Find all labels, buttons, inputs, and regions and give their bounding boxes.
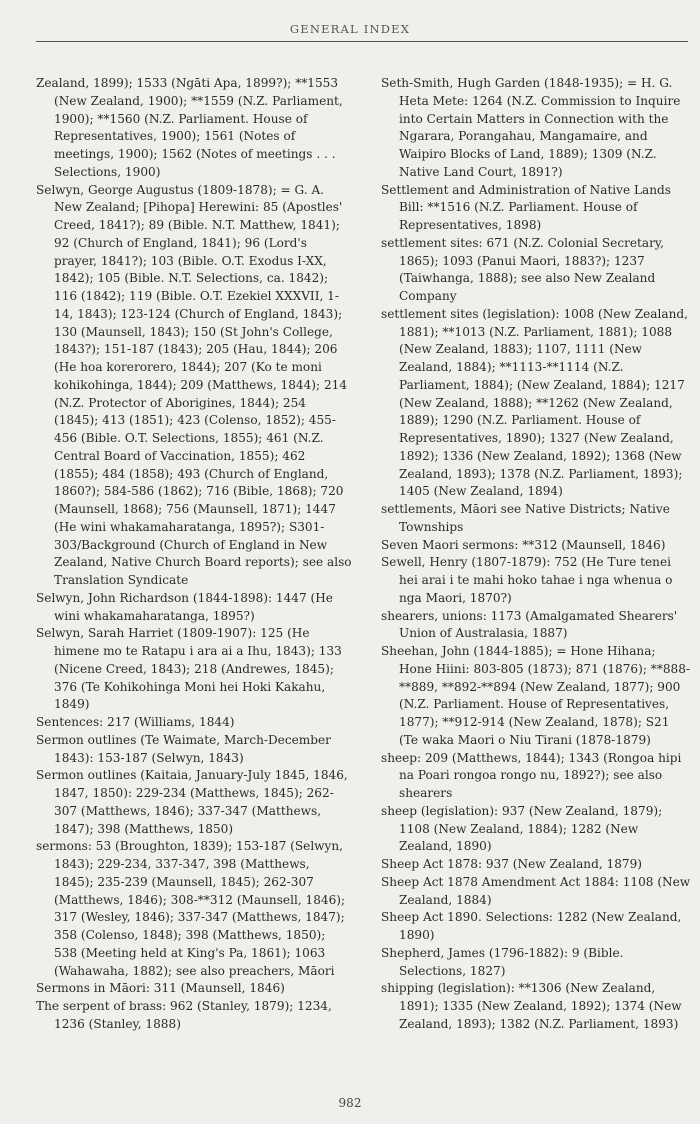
index-entry: sermons: 53 (Broughton, 1839); 153-187 (Selwyn, 1843); 229-234, 337-347, 398 (Matthews, 1845); 235-239 (Maunsell, 1845); 262-307 (Matthews, 1846); 308-**312 (Maunsell, 1846); 317 (Wesley, 1846); 337-347 (Matthews, 1847); 358 (Colenso, 1848); 398 (Matthews, 1850); 538 (Meeting held at King's Pa, 1861); 1063 (Wahawaha, 1882); see also preachers, Māori (36, 839, 346, 978)
index-entry: shipping (legislation): **1306 (New Zealand, 1891); 1335 (New Zealand, 1892); 1374 (New Zealand, 1893); 1382 (N.Z. Parliament, 1893) (381, 981, 682, 1031)
index-entry: Sermon outlines (Kaitaia, January-July 1845, 1846, 1847, 1850): 229-234 (Matthews, 1845); 262-307 (Matthews, 1846); 337-347 (Matthews, 1847); 398 (Matthews, 1850) (36, 768, 348, 836)
index-entry: Settlement and Administration of Native Lands Bill: **1516 (N.Z. Parliament. House of Representatives, 1898) (381, 182, 671, 232)
index-entry: Sheep Act 1878: 937 (New Zealand, 1879) (381, 857, 643, 871)
index-entry: Zealand, 1899); 1533 (Ngāti Apa, 1899?); **1553 (New Zealand, 1900); **1559 (N.Z. Parliament, 1900); **1560 (N.Z. Parliament. House of Representatives, 1900); 1561 (Notes of meetings, 1900); 1562 (Notes of meetings . . . Selections, 1900) (36, 76, 343, 179)
index-entry: Sheehan, John (1844-1885); = Hone Hihana; Hone Hiini: 803-805 (1873); 871 (1876); **888-**889, **892-**894 (New Zealand, 1877); 900 (N.Z. Parliament. House of Representatives, 1877); **912-914 (New Zealand, 1878); S21 (Te waka Maori o Niu Tirani (1878-1879) (381, 644, 691, 747)
index-entry: Selwyn, George Augustus (1809-1878); = G. A. New Zealand; [Pihopa] Herewini: 85 (Apostles' Creed, 1841?); 89 (Bible. N.T. Matthew, 1841); 92 (Church of England, 1841); 96 (Lord's prayer, 1841?); 103 (Bible. O.T. Exodus I-XX, 1842); 105 (Bible. N.T. Selections, ca. 1842); 116 (1842); 119 (Bible. O.T. Ezekiel XXXVII, 1-14, 1843); 123-124 (Church of England, 1843); 130 (Maunsell, 1843); 150 (St John's College, 1843?); 151-187 (1843); 205 (Hau, 1844); 206 (He hoa korerorero, 1844); 207 (Ko te moni kohikohinga, 1844); 209 (Matthews, 1844); 214 (N.Z. Protector of Aborigines, 1844); 254 (1845); 413 (1851); 423 (Colenso, 1852); 455-456 (Bible. O.T. Selections, 1855); 461 (N.Z. Central Board of Vaccination, 1855); 462 (1855); 484 (1858); 493 (Church of England, 1860?); 584-586 (1862); 716 (Bible, 1868); 720 (Maunsell, 1868); 756 (Maunsell, 1871); 1447 (He wini whakamaharatanga, 1895?); S301-303/Background (Church of England in New Zealand, Native Church Board reports); see also Translation Syndicate (36, 182, 352, 587)
index-entry: shearers, unions: 1173 (Amalgamated Shearers' Union of Australasia, 1887) (381, 608, 678, 641)
index-entry: sheep (legislation): 937 (New Zealand, 1879); 1108 (New Zealand, 1884); 1282 (New Zealand, 1890) (381, 803, 663, 854)
running-head: GENERAL INDEX (289, 22, 411, 36)
index-entry: Sentences: 217 (Williams, 1844) (36, 715, 235, 729)
index-entry: sheep: 209 (Matthews, 1844); 1343 (Rongoa hipi na Poari rongoa rongo nu, 1892?); see also shearers (381, 750, 682, 800)
index-entry: settlement sites (legislation): 1008 (New Zealand, 1881); **1013 (N.Z. Parliament, 1881); 1088 (New Zealand, 1883); 1107, 1111 (New Zealand, 1884); **1113-**1114 (N.Z. Parliament, 1884); (New Zealand, 1884); 1217 (New Zealand, 1888); **1262 (New Zealand, 1889); 1290 (N.Z. Parliament. House of Representatives, 1890); 1327 (New Zealand, 1892); 1336 (New Zealand, 1892); 1368 (New Zealand, 1893); 1378 (N.Z. Parliament, 1893); 1405 (New Zealand, 1894) (381, 306, 688, 499)
index-entry: Sheep Act 1878 Amendment Act 1884: 1108 (New Zealand, 1884) (381, 874, 691, 907)
index-entry: Selwyn, Sarah Harriet (1809-1907): 125 (He himene mo te Ratapu i ara ai a Ihu, 1843); 133 (Nicene Creed, 1843); 218 (Andrewes, 1845); 376 (Te Kohikohinga Moni hei Hoki Kakahu, 1849) (36, 626, 342, 712)
index-entry: settlements, Māori see Native Districts; Native Townships (381, 502, 670, 534)
index-entry: Sewell, Henry (1807-1879): 752 (He Ture tenei hei arai i te mahi hoko tahae i nga whenua o nga Maori, 1870?) (381, 555, 673, 605)
index-entry: Seven Maori sermons: **312 (Maunsell, 1846) (381, 537, 666, 552)
index-entry: Seth-Smith, Hugh Garden (1848-1935); = H. G. Heta Mete: 1264 (N.Z. Commission to Inquire into Certain Matters in Connection with the Ngarara, Porangahau, Mangamaire, and Waipiro Blocks of Land, 1889); 1309 (N.Z. Native Land Court, 1891?) (381, 76, 681, 179)
index-entry: The serpent of brass: 962 (Stanley, 1879); 1234, 1236 (Stanley, 1888) (36, 999, 332, 1031)
index-entry: Selwyn, John Richardson (1844-1898): 1447 (He wini whakamaharatanga, 1895?) (36, 590, 333, 623)
index-entry: Shepherd, James (1796-1882): 9 (Bible. Selections, 1827) (381, 945, 624, 978)
index-entry: Sermon outlines (Te Waimate, March-December 1843): 153-187 (Selwyn, 1843) (36, 732, 331, 765)
left-column (36, 75, 352, 1034)
page-number: 982 (338, 1096, 362, 1110)
header-rule (36, 41, 688, 42)
right-column (381, 75, 691, 1034)
index-entry: Sermons in Māori: 311 (Maunsell, 1846) (36, 981, 285, 996)
index-entry: settlement sites: 671 (N.Z. Colonial Secretary, 1865); 1093 (Panui Maori, 1883?); 1237 (Taiwhanga, 1888); see also New Zealand Company (381, 235, 664, 303)
index-entry: Sheep Act 1890. Selections: 1282 (New Zealand, 1890) (381, 910, 682, 942)
